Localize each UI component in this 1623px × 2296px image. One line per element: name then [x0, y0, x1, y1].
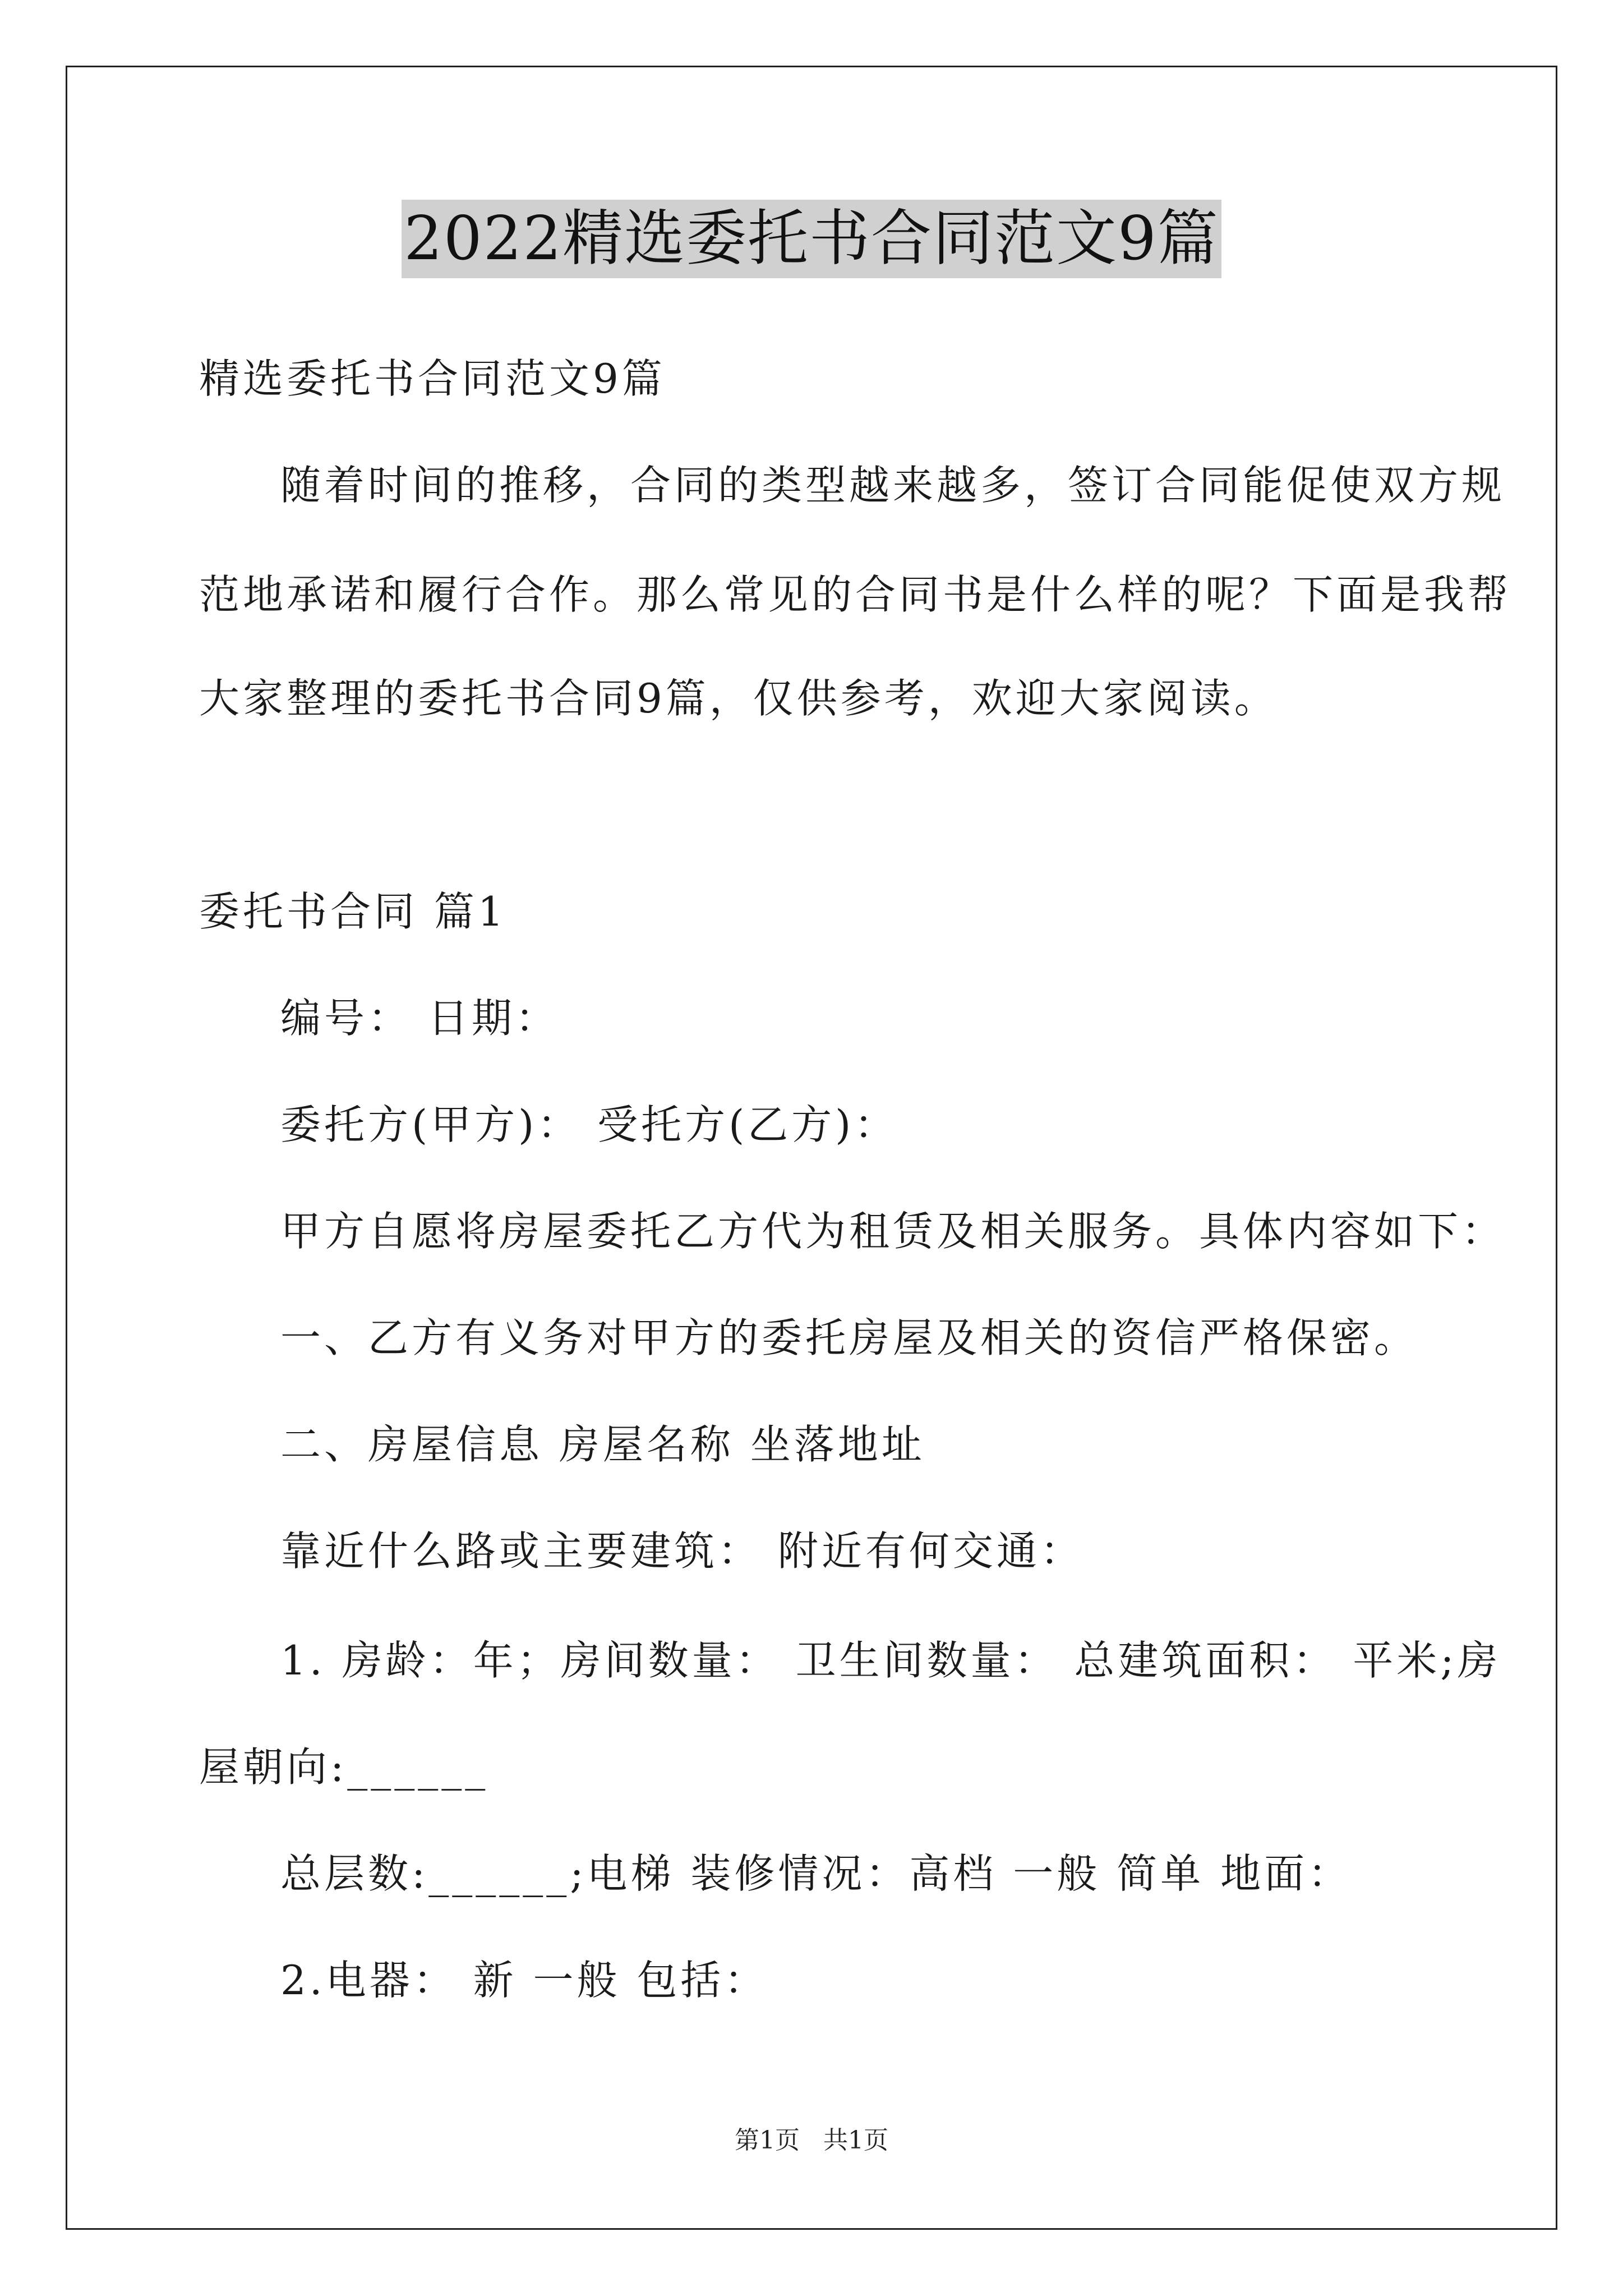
- document-subtitle: 精选委托书合同范文9篇: [199, 355, 666, 402]
- clause-intro: 甲方自愿将房屋委托乙方代为租赁及相关服务。具体内容如下：: [280, 1208, 1506, 1255]
- clause-1: 一、乙方有义务对甲方的委托房屋及相关的资信严格保密。: [280, 1314, 1418, 1361]
- clause-2: 二、房屋信息 房屋名称 坐落地址: [280, 1421, 925, 1468]
- intro-line-2: 范地承诺和履行合作。那么常见的合同书是什么样的呢？下面是我帮: [199, 571, 1512, 618]
- field-parties: 委托方(甲方)： 受托方(乙方)：: [280, 1101, 898, 1148]
- clause-house-info: 1. 房龄：年；房间数量： 卫生间数量： 总建筑面积： 平米;房: [280, 1637, 1501, 1684]
- document-title: 2022精选委托书合同范文9篇: [402, 200, 1221, 278]
- section-heading: 委托书合同 篇1: [199, 888, 507, 935]
- title-wrap: [0, 200, 1623, 278]
- page-footer: 第1页 共1页: [735, 2126, 888, 2155]
- intro-line-1: 随着时间的推移，合同的类型越来越多，签订合同能促使双方规: [280, 462, 1506, 509]
- clause-floors: 总层数:______;电梯 装修情况：高档 一般 简单 地面：: [280, 1850, 1352, 1897]
- clause-house-info-cont: 屋朝向:______: [199, 1743, 489, 1791]
- intro-line-3: 大家整理的委托书合同9篇，仅供参考，欢迎大家阅读。: [199, 675, 1278, 722]
- clause-location: 靠近什么路或主要建筑： 附近有何交通：: [280, 1527, 1084, 1575]
- clause-appliances: 2.电器： 新 一般 包括：: [280, 1957, 768, 2004]
- field-number-date: 编号： 日期：: [280, 995, 559, 1042]
